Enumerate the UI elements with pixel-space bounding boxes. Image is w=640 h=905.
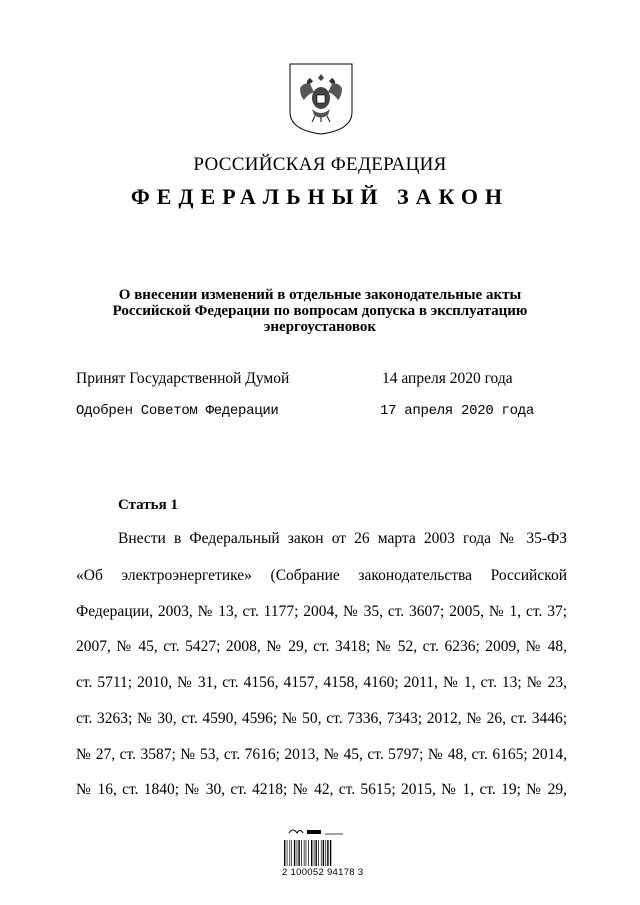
paragraph-line: № 16, ст. 1840; № 30, ст. 4218; № 42, ст. 5615; 2015, № 1, ст. 19; № 29,	[76, 781, 567, 798]
law-subject-line: Российской Федерации по вопросам допуска в эксплуатацию	[112, 303, 528, 319]
adopted-by-label: Принят Государственной Думой	[76, 370, 290, 387]
approved-date: 17 апреля 2020 года	[380, 403, 534, 419]
law-subject-line: О внесении изменений в отдельные законодательные акты	[118, 287, 522, 303]
paragraph-line: № 27, ст. 3587; № 53, ст. 7616; 2013, № 45, ст. 5797; № 48, ст. 6165; 2014,	[76, 746, 567, 763]
law-type-title: ФЕДЕРАЛЬНЫЙ ЗАКОН	[130, 184, 510, 209]
approved-by-label: Одобрен Советом Федерации	[76, 403, 279, 419]
law-subject	[95, 287, 545, 335]
article-heading: Статья 1	[118, 497, 178, 513]
barcode-graphic	[283, 840, 357, 866]
paragraph-line: Федерации, 2003, № 13, ст. 1177; 2004, № 35, ст. 3607; 2005, № 1, ст. 37;	[76, 603, 567, 620]
paragraph-line: ст. 3263; № 30, ст. 4590, 4596; № 50, ст. 7336, 7343; 2012, № 26, ст. 3446;	[76, 710, 567, 727]
paragraph-line: 2007, № 45, ст. 5427; 2008, № 29, ст. 3418; № 52, ст. 6236; 2009, № 48,	[76, 638, 567, 655]
adopted-date: 14 апреля 2020 года	[382, 370, 513, 387]
paragraph-line: ст. 5711; 2010, № 31, ст. 4156, 4157, 4158, 4160; 2011, № 1, ст. 13; № 23,	[76, 674, 567, 691]
country-name: РОССИЙСКАЯ ФЕДЕРАЦИЯ	[193, 154, 447, 175]
paragraph-line: Внести в Федеральный закон от 26 марта 2003 года № 35-ФЗ	[118, 530, 567, 547]
paragraph-line: «Об электроэнергетике» (Собрание законодательства Российской	[76, 567, 567, 584]
barcode-number: 2 100052 94178 3	[282, 867, 364, 878]
law-subject-line: энергоустановок	[263, 319, 377, 335]
coat-of-arms-emblem	[288, 62, 354, 136]
registration-stamp-icon	[285, 825, 349, 837]
